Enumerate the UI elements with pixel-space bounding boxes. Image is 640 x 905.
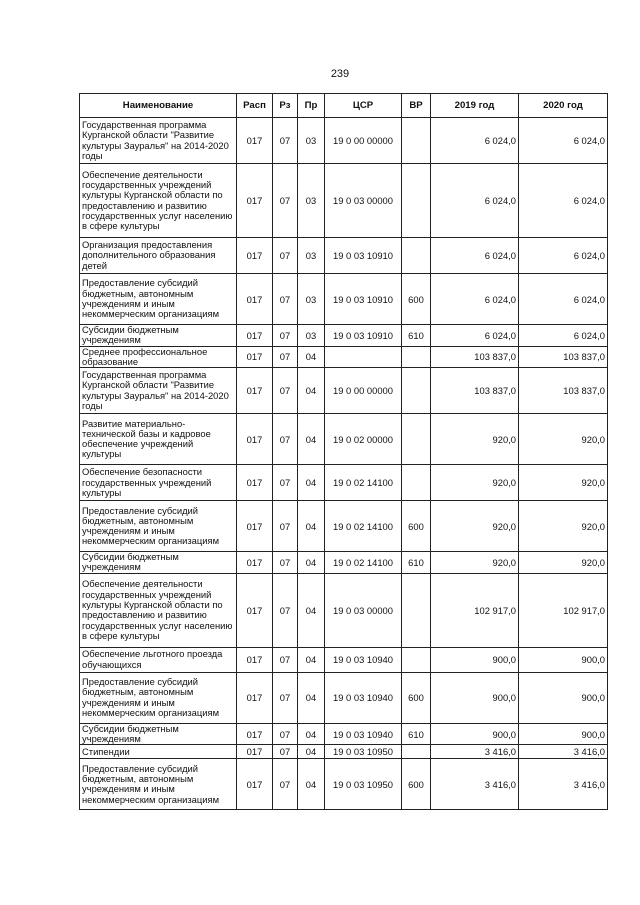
row-rz-cell: 07 bbox=[273, 672, 298, 723]
column-header-csr: ЦСР bbox=[325, 94, 402, 118]
row-name-cell: Субсидии бюджетным учреждениям bbox=[80, 723, 237, 745]
row-pr-cell: 04 bbox=[298, 346, 325, 368]
row-vr-cell: 610 bbox=[402, 325, 431, 347]
row-csr-cell: 19 0 03 10910 bbox=[325, 325, 402, 347]
row-rasp-cell: 017 bbox=[237, 346, 273, 368]
table-row bbox=[80, 118, 608, 164]
column-header-vr: ВР bbox=[402, 94, 431, 118]
row-vr-cell bbox=[402, 118, 431, 164]
row-vr-cell bbox=[402, 368, 431, 414]
row-rasp-cell: 017 bbox=[237, 501, 273, 552]
row-csr-cell: 19 0 00 00000 bbox=[325, 368, 402, 414]
table-row bbox=[80, 238, 608, 274]
row-2020-cell: 6 024,0 bbox=[519, 325, 608, 347]
row-name-cell: Среднее профессиональное образование bbox=[80, 346, 237, 368]
row-csr-cell: 19 0 03 10950 bbox=[325, 745, 402, 759]
column-header-pr: Пр bbox=[298, 94, 325, 118]
row-vr-cell bbox=[402, 238, 431, 274]
row-name-cell: Организация предоставления дополнительного образования детей bbox=[80, 238, 237, 274]
row-rz-cell: 07 bbox=[273, 573, 298, 647]
budget-table bbox=[79, 93, 608, 810]
row-vr-cell: 600 bbox=[402, 274, 431, 325]
row-2020-cell: 920,0 bbox=[519, 501, 608, 552]
row-vr-cell: 610 bbox=[402, 723, 431, 745]
row-2019-cell: 3 416,0 bbox=[431, 745, 519, 759]
row-vr-cell bbox=[402, 346, 431, 368]
table-row bbox=[80, 414, 608, 465]
row-2020-cell: 6 024,0 bbox=[519, 164, 608, 238]
row-rz-cell: 07 bbox=[273, 368, 298, 414]
row-vr-cell bbox=[402, 414, 431, 465]
row-pr-cell: 03 bbox=[298, 164, 325, 238]
row-rz-cell: 07 bbox=[273, 552, 298, 574]
row-rz-cell: 07 bbox=[273, 238, 298, 274]
row-name-cell: Развитие материально-технической базы и кадровое обеспечение учреждений культуры bbox=[80, 414, 237, 465]
row-csr-cell: 19 0 03 10940 bbox=[325, 723, 402, 745]
row-csr-cell: 19 0 03 10940 bbox=[325, 672, 402, 723]
column-header-name: Наименование bbox=[80, 94, 237, 118]
row-2019-cell: 6 024,0 bbox=[431, 325, 519, 347]
row-pr-cell: 03 bbox=[298, 238, 325, 274]
row-2019-cell: 3 416,0 bbox=[431, 759, 519, 810]
row-pr-cell: 04 bbox=[298, 745, 325, 759]
row-rasp-cell: 017 bbox=[237, 164, 273, 238]
row-vr-cell bbox=[402, 745, 431, 759]
page-number: 239 bbox=[330, 68, 350, 80]
row-pr-cell: 04 bbox=[298, 552, 325, 574]
row-rz-cell: 07 bbox=[273, 274, 298, 325]
row-name-cell: Обеспечение деятельности государственных учреждений культуры Курганской области по предоставлению и развитию государственных услуг населению в сфере культуры bbox=[80, 164, 237, 238]
row-csr-cell: 19 0 03 00000 bbox=[325, 164, 402, 238]
table-row bbox=[80, 723, 608, 745]
row-rz-cell: 07 bbox=[273, 501, 298, 552]
table-row bbox=[80, 647, 608, 672]
row-csr-cell: 19 0 03 10940 bbox=[325, 647, 402, 672]
row-pr-cell: 04 bbox=[298, 414, 325, 465]
row-2020-cell: 103 837,0 bbox=[519, 368, 608, 414]
row-vr-cell: 600 bbox=[402, 759, 431, 810]
row-2020-cell: 900,0 bbox=[519, 647, 608, 672]
row-rz-cell: 07 bbox=[273, 325, 298, 347]
row-2020-cell: 102 917,0 bbox=[519, 573, 608, 647]
table-row bbox=[80, 325, 608, 347]
row-rasp-cell: 017 bbox=[237, 368, 273, 414]
row-rz-cell: 07 bbox=[273, 745, 298, 759]
row-vr-cell: 600 bbox=[402, 672, 431, 723]
table-row bbox=[80, 672, 608, 723]
row-csr-cell: 19 0 03 10910 bbox=[325, 274, 402, 325]
row-rasp-cell: 017 bbox=[237, 759, 273, 810]
row-rasp-cell: 017 bbox=[237, 274, 273, 325]
row-rz-cell: 07 bbox=[273, 465, 298, 501]
row-vr-cell bbox=[402, 465, 431, 501]
row-2019-cell: 6 024,0 bbox=[431, 274, 519, 325]
row-rz-cell: 07 bbox=[273, 346, 298, 368]
row-2020-cell: 900,0 bbox=[519, 723, 608, 745]
row-rz-cell: 07 bbox=[273, 759, 298, 810]
row-pr-cell: 03 bbox=[298, 118, 325, 164]
row-2020-cell: 920,0 bbox=[519, 414, 608, 465]
table-row bbox=[80, 346, 608, 368]
row-name-cell: Субсидии бюджетным учреждениям bbox=[80, 325, 237, 347]
table-row bbox=[80, 164, 608, 238]
row-pr-cell: 04 bbox=[298, 723, 325, 745]
row-2019-cell: 920,0 bbox=[431, 552, 519, 574]
table-row bbox=[80, 552, 608, 574]
row-2019-cell: 6 024,0 bbox=[431, 238, 519, 274]
row-vr-cell: 610 bbox=[402, 552, 431, 574]
row-csr-cell: 19 0 02 14100 bbox=[325, 465, 402, 501]
row-rasp-cell: 017 bbox=[237, 552, 273, 574]
row-name-cell: Предоставление субсидий бюджетным, автономным учреждениям и иным некоммерческим организациям bbox=[80, 274, 237, 325]
row-vr-cell bbox=[402, 573, 431, 647]
row-csr-cell bbox=[325, 346, 402, 368]
row-pr-cell: 04 bbox=[298, 465, 325, 501]
row-name-cell: Предоставление субсидий бюджетным, автономным учреждениям и иным некоммерческим организациям bbox=[80, 759, 237, 810]
row-name-cell: Предоставление субсидий бюджетным, автономным учреждениям и иным некоммерческим организациям bbox=[80, 501, 237, 552]
column-header-rasp: Расп bbox=[237, 94, 273, 118]
row-pr-cell: 04 bbox=[298, 368, 325, 414]
row-csr-cell: 19 0 02 14100 bbox=[325, 552, 402, 574]
table-header-row bbox=[80, 94, 608, 118]
row-pr-cell: 04 bbox=[298, 573, 325, 647]
column-header-2019: 2019 год bbox=[431, 94, 519, 118]
row-2020-cell: 103 837,0 bbox=[519, 346, 608, 368]
row-rz-cell: 07 bbox=[273, 118, 298, 164]
row-pr-cell: 03 bbox=[298, 325, 325, 347]
row-2020-cell: 6 024,0 bbox=[519, 118, 608, 164]
row-rasp-cell: 017 bbox=[237, 647, 273, 672]
row-2020-cell: 6 024,0 bbox=[519, 238, 608, 274]
column-header-2020: 2020 год bbox=[519, 94, 608, 118]
row-csr-cell: 19 0 02 14100 bbox=[325, 501, 402, 552]
table-row bbox=[80, 573, 608, 647]
row-2019-cell: 900,0 bbox=[431, 672, 519, 723]
table-row bbox=[80, 745, 608, 759]
row-2019-cell: 900,0 bbox=[431, 647, 519, 672]
row-csr-cell: 19 0 03 00000 bbox=[325, 573, 402, 647]
row-2019-cell: 900,0 bbox=[431, 723, 519, 745]
row-rz-cell: 07 bbox=[273, 723, 298, 745]
row-name-cell: Субсидии бюджетным учреждениям bbox=[80, 552, 237, 574]
row-2020-cell: 900,0 bbox=[519, 672, 608, 723]
row-vr-cell bbox=[402, 647, 431, 672]
row-vr-cell: 600 bbox=[402, 501, 431, 552]
row-csr-cell: 19 0 03 10950 bbox=[325, 759, 402, 810]
row-name-cell: Государственная программа Курганской области "Развитие культуры Зауралья" на 2014-2020 годы bbox=[80, 368, 237, 414]
row-rasp-cell: 017 bbox=[237, 325, 273, 347]
row-2019-cell: 6 024,0 bbox=[431, 118, 519, 164]
row-pr-cell: 04 bbox=[298, 501, 325, 552]
row-name-cell: Обеспечение безопасности государственных учреждений культуры bbox=[80, 465, 237, 501]
row-2020-cell: 6 024,0 bbox=[519, 274, 608, 325]
row-rasp-cell: 017 bbox=[237, 573, 273, 647]
row-rasp-cell: 017 bbox=[237, 238, 273, 274]
row-name-cell: Предоставление субсидий бюджетным, автономным учреждениям и иным некоммерческим организациям bbox=[80, 672, 237, 723]
row-2019-cell: 920,0 bbox=[431, 414, 519, 465]
row-rasp-cell: 017 bbox=[237, 723, 273, 745]
row-rasp-cell: 017 bbox=[237, 465, 273, 501]
row-2020-cell: 920,0 bbox=[519, 465, 608, 501]
row-name-cell: Обеспечение льготного проезда обучающихся bbox=[80, 647, 237, 672]
row-2020-cell: 3 416,0 bbox=[519, 759, 608, 810]
row-csr-cell: 19 0 00 00000 bbox=[325, 118, 402, 164]
row-name-cell: Обеспечение деятельности государственных учреждений культуры Курганской области по предоставлению и развитию государственных услуг населению в сфере культуры bbox=[80, 573, 237, 647]
row-csr-cell: 19 0 03 10910 bbox=[325, 238, 402, 274]
row-2019-cell: 103 837,0 bbox=[431, 346, 519, 368]
row-name-cell: Стипендии bbox=[80, 745, 237, 759]
row-rasp-cell: 017 bbox=[237, 672, 273, 723]
table-row bbox=[80, 465, 608, 501]
row-vr-cell bbox=[402, 164, 431, 238]
table-row bbox=[80, 759, 608, 810]
row-rasp-cell: 017 bbox=[237, 118, 273, 164]
row-pr-cell: 03 bbox=[298, 274, 325, 325]
row-2020-cell: 3 416,0 bbox=[519, 745, 608, 759]
row-2019-cell: 102 917,0 bbox=[431, 573, 519, 647]
row-2019-cell: 103 837,0 bbox=[431, 368, 519, 414]
row-name-cell: Государственная программа Курганской области "Развитие культуры Зауралья" на 2014-2020 годы bbox=[80, 118, 237, 164]
row-csr-cell: 19 0 02 00000 bbox=[325, 414, 402, 465]
row-2019-cell: 6 024,0 bbox=[431, 164, 519, 238]
table-row bbox=[80, 274, 608, 325]
row-2019-cell: 920,0 bbox=[431, 501, 519, 552]
column-header-rz: Рз bbox=[273, 94, 298, 118]
table-row bbox=[80, 368, 608, 414]
row-pr-cell: 04 bbox=[298, 672, 325, 723]
row-pr-cell: 04 bbox=[298, 647, 325, 672]
row-rz-cell: 07 bbox=[273, 414, 298, 465]
row-rasp-cell: 017 bbox=[237, 745, 273, 759]
row-rz-cell: 07 bbox=[273, 647, 298, 672]
row-pr-cell: 04 bbox=[298, 759, 325, 810]
row-2019-cell: 920,0 bbox=[431, 465, 519, 501]
row-2020-cell: 920,0 bbox=[519, 552, 608, 574]
row-rasp-cell: 017 bbox=[237, 414, 273, 465]
row-rz-cell: 07 bbox=[273, 164, 298, 238]
table-row bbox=[80, 501, 608, 552]
